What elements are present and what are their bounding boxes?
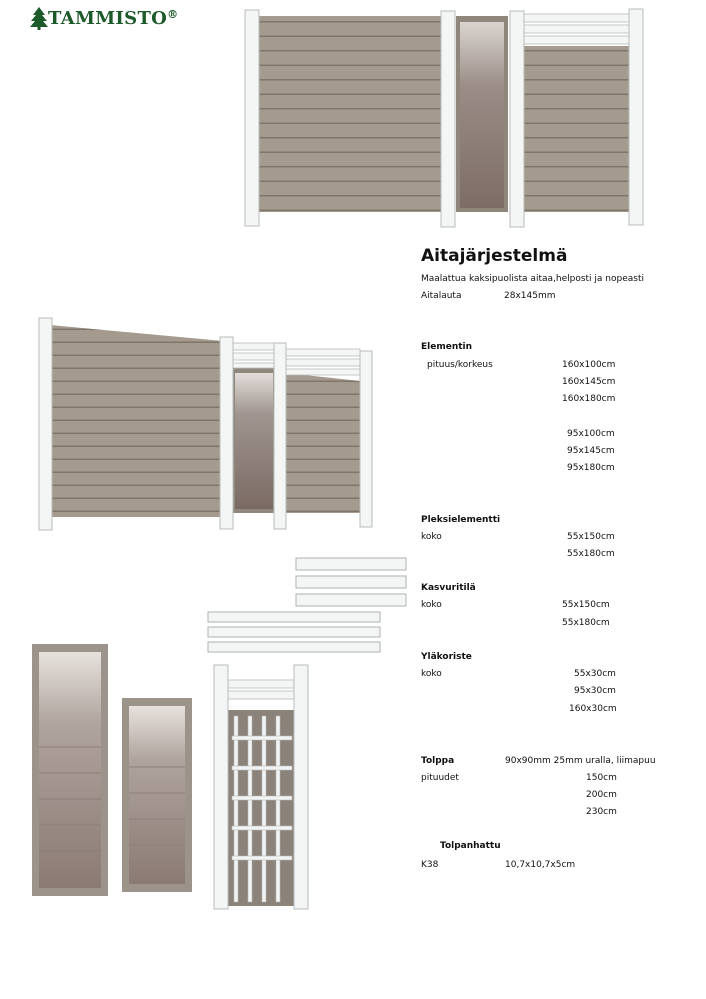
page-title: Aitajärjestelmä (421, 246, 568, 266)
post-length: 230cm (586, 807, 617, 817)
trellis-size: 55x180cm (562, 618, 610, 628)
brand-logo (30, 6, 178, 30)
post-heading: Tolppa (421, 756, 455, 766)
element-size: 95x145cm (567, 446, 615, 456)
brand-name: TAMMISTO (48, 7, 168, 29)
post-length: 150cm (586, 773, 617, 783)
trellis-label: koko (421, 600, 442, 610)
topper-heading: Yläkoriste (421, 652, 472, 662)
post-length: 200cm (586, 790, 617, 800)
plexi-size: 55x150cm (567, 532, 615, 542)
element-size: 160x145cm (562, 377, 616, 387)
trellis-heading: Kasvuritilä (421, 583, 476, 593)
element-size: 95x100cm (567, 429, 615, 439)
board-value: 28x145mm (504, 291, 556, 301)
plexi-size: 55x180cm (567, 549, 615, 559)
element-label: pituus/korkeus (427, 360, 493, 370)
cap-heading: Tolpanhattu (440, 841, 501, 851)
cap-code: K38 (421, 860, 439, 870)
topper-size: 160x30cm (569, 704, 617, 714)
element-size: 160x180cm (562, 394, 616, 404)
element-heading: Elementin (421, 342, 473, 352)
topper-size: 95x30cm (574, 686, 616, 696)
subtitle: Maalattua kaksipuolista aitaa,helposti ja nopeasti (421, 274, 644, 284)
post-spec: 90x90mm 25mm uralla, liimapuu (505, 756, 656, 766)
fence-photo-top (244, 8, 646, 230)
plexi-label: koko (421, 532, 442, 542)
cap-size: 10,7x10,7x5cm (505, 860, 576, 870)
trellis-photo (212, 664, 310, 910)
topper-photo-small (294, 556, 408, 610)
registered-mark: ® (167, 7, 179, 21)
plexi-photo-short (121, 697, 193, 893)
trellis-size: 55x150cm (562, 600, 610, 610)
post-label: pituudet (421, 773, 459, 783)
element-size: 160x100cm (562, 360, 616, 370)
topper-label: koko (421, 669, 442, 679)
tree-icon (30, 6, 48, 30)
topper-size: 55x30cm (574, 669, 616, 679)
board-label: Aitalauta (421, 291, 462, 301)
plexi-heading: Pleksielementti (421, 515, 501, 525)
topper-photo-large (206, 610, 382, 656)
fence-photo-middle (38, 317, 376, 533)
plexi-photo-tall (31, 643, 109, 897)
element-size: 95x180cm (567, 463, 615, 473)
